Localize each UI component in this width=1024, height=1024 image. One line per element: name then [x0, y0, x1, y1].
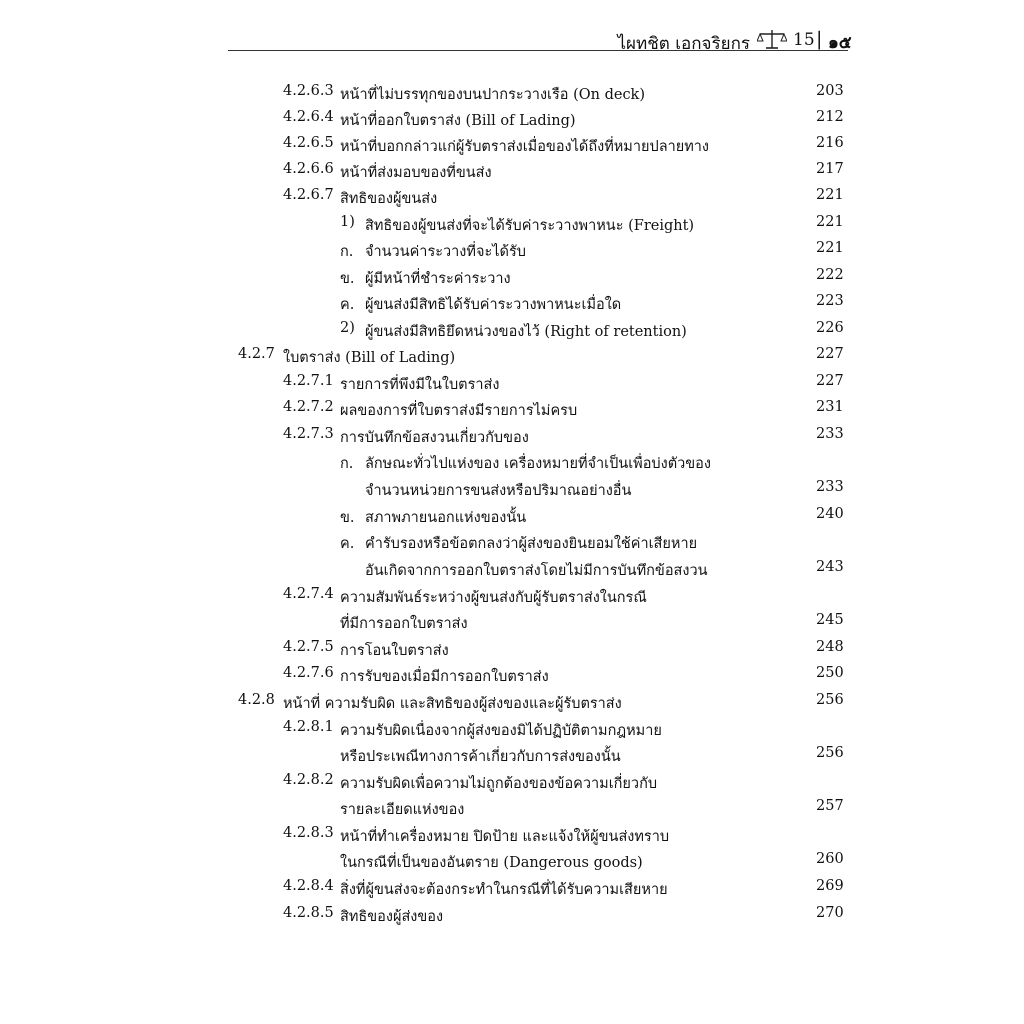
toc-entry-title: หน้าที่ส่งมอบของที่ขนส่ง	[340, 165, 492, 181]
toc-entry	[0, 132, 1024, 158]
toc-entry-number: 4.2.8.5	[283, 905, 334, 921]
toc-entry-title: หน้าที่ทำเครื่องหมาย ปิดป้าย และแจ้งให้ผู้ขนส่งทราบ	[340, 829, 670, 845]
toc-entry-page: 212	[816, 109, 844, 125]
toc-entry	[0, 875, 1024, 901]
toc-entry-title: หน้าที่บอกกล่าวแก่ผู้รับตราส่งเมื่อของได้ถึงที่หมายปลายทาง	[340, 139, 710, 155]
toc-entry-number: 4.2.7	[238, 346, 275, 362]
toc-entry-page: 256	[816, 692, 844, 708]
toc-entry	[0, 716, 1024, 742]
toc-entry	[0, 343, 1024, 369]
toc-entry	[0, 396, 1024, 422]
toc-entry	[0, 158, 1024, 184]
toc-entry-number: 4.2.8.3	[283, 825, 334, 841]
toc-entry	[0, 769, 1024, 795]
toc-entry-title: ผู้ขนส่งมีสิทธิได้รับค่าระวางพาหนะเมื่อใด	[365, 297, 622, 313]
toc-entry-page: 223	[816, 293, 844, 309]
toc-entry	[0, 795, 1024, 821]
toc-entry-number: ข.	[340, 271, 355, 287]
toc-entry-title: อันเกิดจากการออกใบตราส่งโดยไม่มีการบันทึกข้อสงวน	[365, 563, 708, 579]
toc-entry-number: 4.2.8.2	[283, 772, 334, 788]
toc-entry	[0, 106, 1024, 132]
toc-entry-number: 4.2.7.6	[283, 665, 334, 681]
toc-entry-number: 4.2.7.4	[283, 586, 334, 602]
toc-entry-page: 269	[816, 878, 844, 894]
author-name: ไผทชิต เอกจริยกร	[617, 34, 750, 54]
toc-entry	[0, 184, 1024, 210]
toc-entry	[0, 211, 1024, 237]
toc-entry	[0, 503, 1024, 529]
toc-entry-title: ความรับผิดเพื่อความไม่ถูกต้องของข้อความเกี่ยวกับ	[340, 776, 658, 792]
toc-entry-number: 4.2.6.7	[283, 187, 334, 203]
toc-entry-number: 4.2.6.6	[283, 161, 334, 177]
toc-entry	[0, 476, 1024, 502]
toc-entry	[0, 583, 1024, 609]
toc-entry-page: 217	[816, 161, 844, 177]
page-number: 15	[793, 30, 815, 50]
toc-entry-title: ที่มีการออกใบตราส่ง	[340, 616, 468, 632]
toc-entry-page: 270	[816, 905, 844, 921]
toc-entry-number: 1)	[340, 214, 355, 230]
toc-entry-title: ผู้มีหน้าที่ชำระค่าระวาง	[365, 271, 511, 287]
toc-entry	[0, 556, 1024, 582]
toc-entry	[0, 848, 1024, 874]
toc-entry-title: สิ่งที่ผู้ขนส่งจะต้องกระทำในกรณีที่ได้รับความเสียหาย	[340, 882, 668, 898]
toc-entry	[0, 237, 1024, 263]
page-number-thai: ๑๕	[828, 33, 852, 53]
toc-entry-title: จำนวนค่าระวางที่จะได้รับ	[365, 244, 526, 260]
toc-entry-title: หน้าที่ออกใบตราส่ง (Bill of Lading)	[340, 113, 576, 129]
toc-entry-title: ในกรณีที่เป็นของอันตราย (Dangerous goods)	[340, 855, 643, 871]
toc-entry-page: 226	[816, 320, 844, 336]
toc-entry	[0, 902, 1024, 928]
toc-entry-number: 4.2.8.1	[283, 719, 334, 735]
toc-entry-page: 221	[816, 214, 844, 230]
toc-entry	[0, 636, 1024, 662]
toc-entry-page: 231	[816, 399, 844, 415]
toc-entry-number: ค.	[340, 536, 355, 552]
toc-entry	[0, 449, 1024, 475]
toc-entry-title: รายการที่พึงมีในใบตราส่ง	[340, 377, 500, 393]
toc-entry-number: ค.	[340, 297, 355, 313]
toc-entry-title: สิทธิของผู้ขนส่ง	[340, 191, 438, 207]
toc-entry-page: 227	[816, 373, 844, 389]
toc-entry-title: การโอนใบตราส่ง	[340, 643, 449, 659]
toc-entry-title: ผู้ขนส่งมีสิทธิยึดหน่วงของไว้ (Right of retention)	[365, 324, 687, 340]
toc-entry-title: หน้าที่ ความรับผิด และสิทธิของผู้ส่งของและผู้รับตราส่ง	[283, 696, 622, 712]
toc-entry	[0, 529, 1024, 555]
toc-entry-page: 227	[816, 346, 844, 362]
toc-entry-number: 4.2.8	[238, 692, 275, 708]
toc-entry-number: 2)	[340, 320, 355, 336]
toc-entry-title: ลักษณะทั่วไปแห่งของ เครื่องหมายที่จำเป็นเพื่อบ่งตัวของ	[365, 456, 711, 472]
toc-entry-page: 240	[816, 506, 844, 522]
toc-entry-number: ก.	[340, 456, 354, 472]
toc-entry-page: 243	[816, 559, 844, 575]
toc-entry-page: 256	[816, 745, 844, 761]
toc-entry	[0, 370, 1024, 396]
toc-entry-title: การรับของเมื่อมีการออกใบตราส่ง	[340, 669, 549, 685]
toc-entry-number: 4.2.7.5	[283, 639, 334, 655]
toc-entry-title: สิทธิของผู้ส่งของ	[340, 909, 444, 925]
toc-entry-title: คำรับรองหรือข้อตกลงว่าผู้ส่งของยินยอมใช้ค่าเสียหาย	[365, 536, 698, 552]
toc-entry	[0, 80, 1024, 106]
toc-entry	[0, 423, 1024, 449]
toc-entry-title: หน้าที่ไม่บรรทุกของบนปากระวางเรือ (On deck)	[340, 87, 646, 103]
toc-entry-page: 245	[816, 612, 844, 628]
toc-entry-title: หรือประเพณีทางการค้าเกี่ยวกับการส่งของนั้น	[340, 749, 621, 765]
toc-entry-number: 4.2.8.4	[283, 878, 334, 894]
toc-entry-title: สภาพภายนอกแห่งของนั้น	[365, 510, 527, 526]
toc-entry-title: สิทธิของผู้ขนส่งที่จะได้รับค่าระวางพาหนะ (Freight)	[365, 218, 695, 234]
toc-entry-page: 233	[816, 479, 844, 495]
toc-entry-page: 260	[816, 851, 844, 867]
toc-entry-page: 257	[816, 798, 844, 814]
toc-entry-number: ข.	[340, 510, 355, 526]
toc-entry-page: 233	[816, 426, 844, 442]
toc-entry-title: การบันทึกข้อสงวนเกี่ยวกับของ	[340, 430, 529, 446]
toc-entry	[0, 609, 1024, 635]
toc-entry	[0, 822, 1024, 848]
toc-entry-title: ผลของการที่ใบตราส่งมีรายการไม่ครบ	[340, 403, 578, 419]
toc-entry-number: 4.2.7.1	[283, 373, 334, 389]
toc-entry-page: 248	[816, 639, 844, 655]
toc-entry-title: ความรับผิดเนื่องจากผู้ส่งของมิได้ปฏิบัติตามกฎหมาย	[340, 723, 662, 739]
toc-entry-page: 222	[816, 267, 844, 283]
toc-entry-number: 4.2.6.3	[283, 83, 334, 99]
toc-entry-number: ก.	[340, 244, 354, 260]
toc-entry-number: 4.2.7.3	[283, 426, 334, 442]
toc-entry	[0, 742, 1024, 768]
toc-entry-number: 4.2.7.2	[283, 399, 334, 415]
toc-entry	[0, 317, 1024, 343]
toc-entry	[0, 264, 1024, 290]
toc-entry-title: รายละเอียดแห่งของ	[340, 802, 465, 818]
toc-entry-page: 221	[816, 240, 844, 256]
toc-entry	[0, 290, 1024, 316]
toc-entry-page: 203	[816, 83, 844, 99]
toc-entry-page: 216	[816, 135, 844, 151]
toc-entry-page: 250	[816, 665, 844, 681]
toc-entry-number: 4.2.6.5	[283, 135, 334, 151]
header-separator: |	[816, 28, 823, 50]
toc-entry-title: จำนวนหน่วยการขนส่งหรือปริมาณอย่างอื่น	[365, 483, 632, 499]
toc-entry	[0, 689, 1024, 715]
toc-entry-page: 221	[816, 187, 844, 203]
toc-entry-number: 4.2.6.4	[283, 109, 334, 125]
toc-entry-title: ความสัมพันธ์ระหว่างผู้ขนส่งกับผู้รับตราส่งในกรณี	[340, 590, 647, 606]
toc-entry	[0, 662, 1024, 688]
toc-entry-title: ใบตราส่ง (Bill of Lading)	[283, 350, 456, 366]
